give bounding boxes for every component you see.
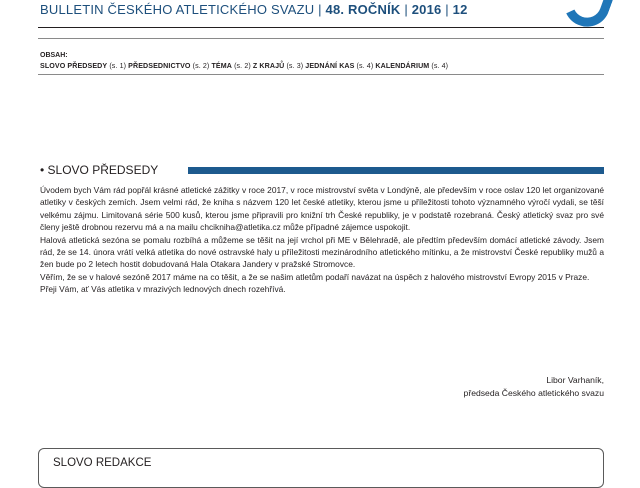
toc-item-kalendarium[interactable]: KALENDÁRIUM [375,62,430,70]
article-paragraph: Halová atletická sezóna se pomalu rozbíhá a můžeme se těšit na její vrchol při ME v Bělehradě, ale předtím především domácí atletické závody. Jsem rád, že se 14. února vrátí velká atletika do nové ostravské haly u příležitosti mezinárodního atletického mítinku, a že mistrovství České republiky mužů a žen bude po 2 letech hostit dobudovaná Hala Otakara Jandery v pražské Stromovce. [40,234,604,270]
section-heading: • SLOVO PŘEDSEDY [40,163,159,177]
article-body [40,184,604,296]
signature [464,374,604,400]
header-separator: | [445,2,449,17]
table-of-contents [40,62,448,70]
redakce-box [38,448,604,488]
toc-page: (s. 2) [234,62,251,70]
redakce-title: SLOVO REDAKCE [53,457,152,469]
article-paragraph: Úvodem bych Vám rád popřál krásné atletické zážitky v roce 2017, v roce mistrovství světa v Londýně, ale především v roce oslav 120 let organizované atletiky v českých zemích. Jsem velmi rád, že kniha s názvem 120 let české atletiky, kterou jsme u příležitosti tohoto významného výročí vydali, se těší velkému zájmu. Limitovaná série 500 kusů, kterou jsme připravili pro knižní trh České republiky, je v podstatě rozebraná. Český atletický svaz pro své členy ještě drobnou rezervu má a na mailu chcikniha@atletika.cz může případné zájemce uspokojit. [40,185,604,233]
toc-item-predsednictvo[interactable]: PŘEDSEDNICTVO [128,62,191,70]
header-separator: | [404,2,408,17]
toc-page: (s. 4) [431,62,449,70]
article-paragraph: Věřím, že se v halové sezóně 2017 máme na co těšit, a že se našim atletům podaří navázat na úspěch z halového mistrovství Evropy 2015 v Praze. [40,271,590,282]
toc-label: OBSAH: [40,52,68,59]
toc-page: (s. 1) [109,62,127,70]
header-subrule [38,38,604,39]
bulletin-header [40,2,468,17]
logo-hook-icon [558,0,621,33]
header-volume: 48. ROČNÍK [325,2,401,17]
header-issue: 12 [452,2,468,17]
signature-role: předseda Českého atletického svazu [463,388,604,398]
toc-item-slovo-predsedy[interactable]: SLOVO PŘEDSEDY [40,62,108,70]
header-title-main: BULLETIN ČESKÉHO ATLETICKÉHO SVAZU [40,2,315,17]
article-paragraph: Přeji Vám, ať Vás atletika v mrazivých lednových dnech rozehřívá. [40,284,286,295]
header-separator: | [318,2,322,17]
toc-item-z-kraju[interactable]: Z KRAJŮ [252,62,285,70]
section-heading-bar [188,167,604,174]
toc-item-tema[interactable]: TÉMA [211,62,232,70]
toc-page: (s. 2) [192,62,210,70]
toc-page: (s. 3) [286,62,304,70]
signature-name: Libor Varhaník, [546,375,604,385]
toc-item-jednani-kas[interactable]: JEDNÁNÍ KAS [305,62,355,70]
toc-page: (s. 4) [356,62,374,70]
toc-rule [38,74,604,75]
header-rule [38,27,604,28]
header-year: 2016 [411,2,442,17]
